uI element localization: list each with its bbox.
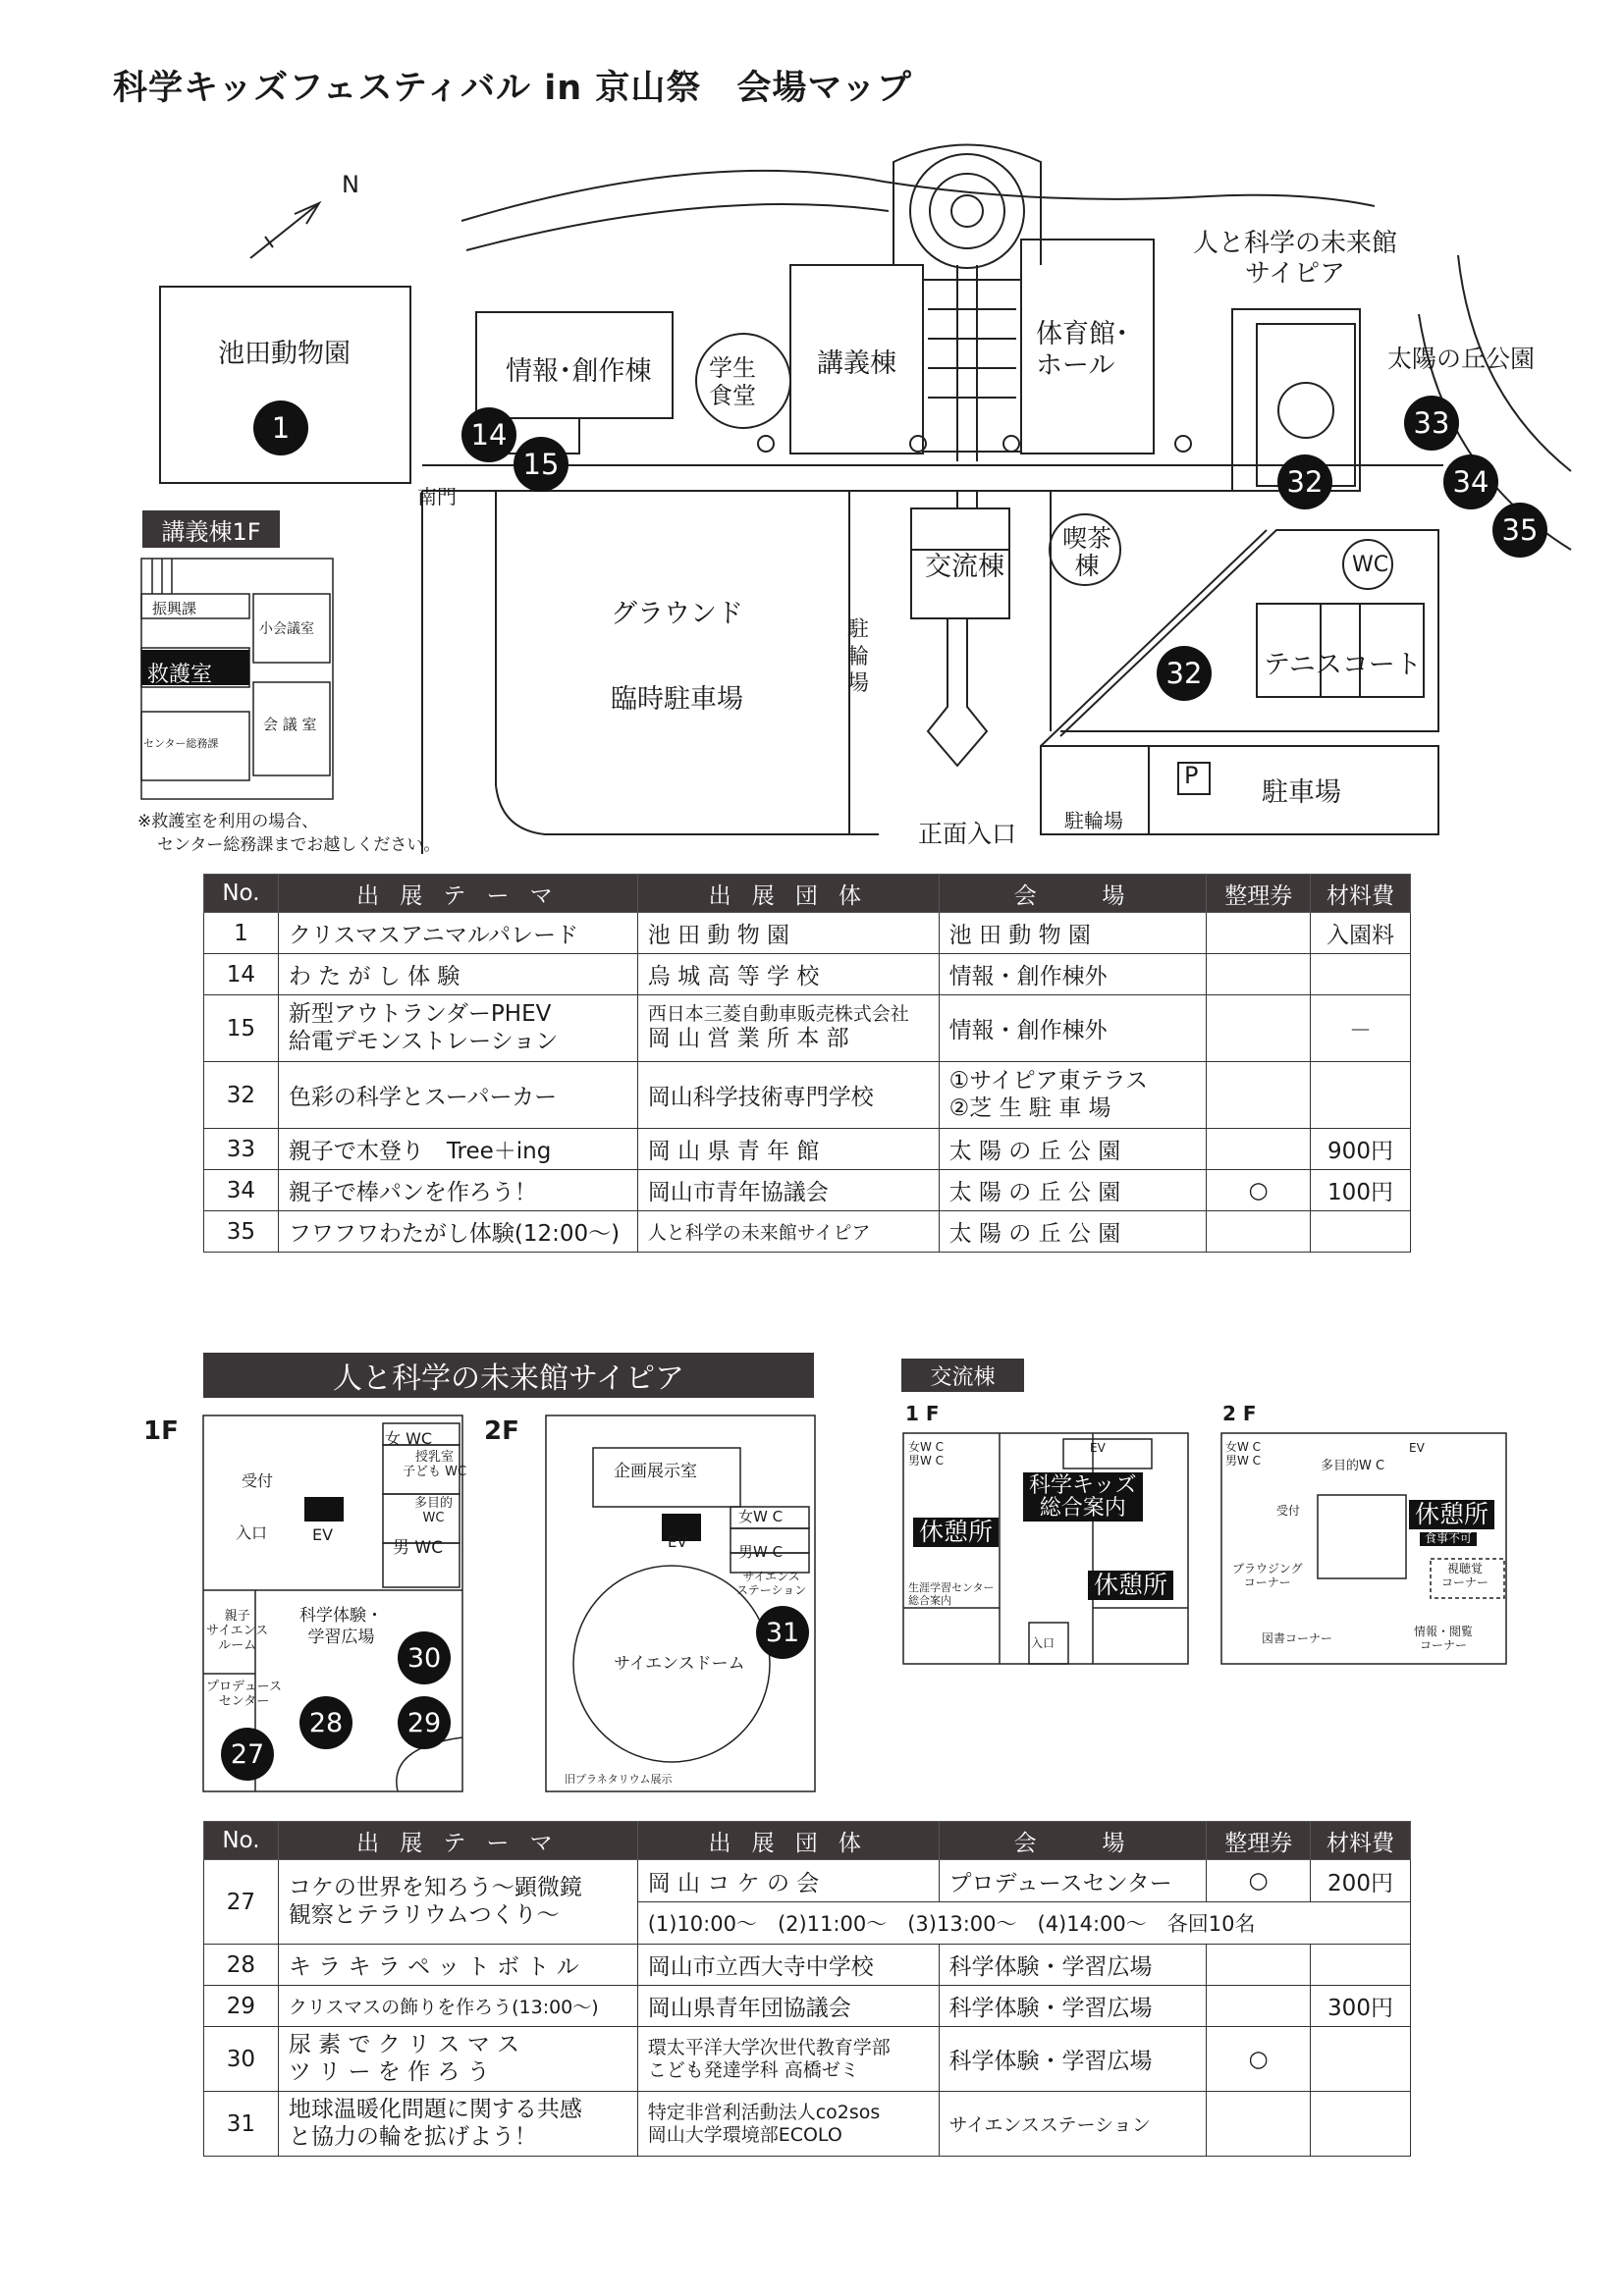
saipia1-men-wc: 男 WC [393,1538,444,1558]
cell-venue: 太 陽 の 丘 公 園 [939,1170,1207,1211]
saipia-badge-28: 28 [299,1696,352,1749]
saipia1-entrance: 入口 [236,1523,268,1542]
table-row [204,1062,1411,1129]
exchange2-library: 図書コーナー [1262,1631,1333,1645]
cell-fee [1311,954,1411,995]
cell-org: 池 田 動 物 園 [637,913,939,954]
exchange1-ev: EV [1090,1441,1106,1455]
temp-parking-label: 臨時駐車場 [611,684,743,715]
parking-label: 駐車場 [1262,777,1341,808]
saipia2-ev: EV [668,1533,687,1551]
exchange1-rest1: 休憩所 [913,1518,999,1547]
saipia1-science: 科学体験・ 学習広場 [299,1606,383,1648]
cell-fee: 入園料 [1311,913,1411,954]
wc-label: WC [1352,553,1389,577]
saipia1-women-wc: 女 WC [385,1429,433,1448]
col-theme: 出 展 テ ー マ [278,875,637,913]
map-badge-32a: 32 [1277,454,1332,509]
table-row [204,1945,1411,1986]
cell-org: 岡山市青年協議会 [637,1170,939,1211]
col-org: 出 展 団 体 [637,1822,939,1860]
map-badge-34: 34 [1443,454,1498,509]
col-venue: 会 場 [939,1822,1207,1860]
cell-theme: クリスマスアニマルパレード [278,913,637,954]
cell-org: 西日本三菱自動車販売株式会社 [647,1003,909,1026]
table-row [204,1860,1411,1902]
table-row [204,1129,1411,1170]
cell-venue-2: ②芝 生 駐 車 場 [948,1095,1111,1121]
cell-theme-2: ツ リ ー を 作 ろ う [288,2058,490,2085]
table-row [204,954,1411,995]
saipia1-multi-wc: 多目的 WC [414,1496,454,1525]
map-badge-15: 15 [514,437,568,492]
col-venue: 会 場 [939,875,1207,913]
cell-no: 33 [204,1129,279,1170]
exchange1-career: 生涯学習センター 総合案内 [908,1581,995,1607]
exchange2-browsing: ブラウジング コーナー [1232,1562,1303,1589]
exchange1-kids-info: 科学キッズ 総合案内 [1023,1472,1143,1522]
ground-label: グラウンド [611,599,743,629]
bike-parking-label: 駐輪場 [1064,809,1123,832]
saipia2-women-wc: 女W C [738,1508,784,1525]
saipia-badge-27: 27 [221,1728,274,1781]
cell-venue: ①サイピア東テラス [948,1067,1148,1094]
cell-theme: 親子で木登り Tree＋ing [278,1129,637,1170]
cell-org: 烏 城 高 等 学 校 [637,954,939,995]
exchange2-rest-note: 食事不可 [1420,1532,1477,1546]
cell-venue: 科学体験・学習広場 [939,1986,1207,2027]
sunhill-label: 太陽の丘公園 [1387,345,1536,373]
cell-theme-2: と協力の輪を拡げよう！ [288,2123,537,2150]
saipia1-ev: EV [312,1525,334,1544]
exchange2-info-corner: 情報・閲覧 コーナー [1414,1625,1474,1652]
main-gate-label: 正面入口 [918,820,1017,848]
cell-ticket [1207,1986,1311,2027]
cell-theme-2: 観察とテラリウムつくり～ [288,1901,560,1928]
cell-ticket [1207,1211,1311,1253]
col-fee: 材料費 [1311,1822,1411,1860]
tennis-label: テニスコート [1264,650,1422,680]
cell-org: 人と科学の未来館サイピア [637,1211,939,1253]
saipia-1f-label: 1F [143,1416,179,1446]
exchange-1f-label: 1 F [905,1402,940,1425]
cell-no: 29 [204,1986,279,2027]
exchange-2f-label: 2 F [1222,1402,1257,1425]
cell-org-2: 岡 山 営 業 所 本 部 [647,1026,849,1052]
cell-venue: 科学体験・学習広場 [939,2027,1207,2092]
room-center: センター総務課 [143,737,219,750]
exchange2-multi: 多目的W C [1321,1459,1385,1473]
cell-no: 35 [204,1211,279,1253]
col-no: No. [204,875,279,913]
exchange1-wc: 女W C 男W C [908,1440,945,1468]
saipia1-parent-room: 親子 サイエンス ルーム [206,1609,269,1653]
saipia-title: 人と科学の未来館サイピア [203,1353,814,1398]
cell-no: 32 [204,1062,279,1129]
cell-no: 14 [204,954,279,995]
saipia2-exhibit: 企画展示室 [614,1462,697,1481]
room-shinko: 振興課 [152,600,197,617]
map-badge-35: 35 [1492,503,1547,558]
map-badge-1: 1 [253,400,308,455]
saipia-label: 人と科学の未来館 サイピア [1193,229,1398,290]
col-org: 出 展 団 体 [637,875,939,913]
cell-org-2: こども発達学科 高橋ゼミ [647,2058,859,2081]
table-row [204,2092,1411,2157]
map-badge-33: 33 [1404,396,1459,451]
cell-ticket [1207,1062,1311,1129]
cell-ticket: ○ [1207,1860,1311,1902]
exchange-floor-title: 交流棟 [901,1359,1024,1392]
cell-ticket [1207,995,1311,1062]
cell-fee: 900円 [1311,1129,1411,1170]
cell-theme: わ た が し 体 験 [278,954,637,995]
lecture1f-title: 講義棟1F [142,510,280,548]
col-ticket: 整理券 [1207,875,1311,913]
map-badge-32b: 32 [1157,646,1212,701]
col-no: No. [204,1822,279,1860]
cell-ticket: ○ [1207,2027,1311,2092]
cell-venue: 太 陽 の 丘 公 園 [939,1129,1207,1170]
cell-fee: 200円 [1311,1860,1411,1902]
saipia1-reception: 受付 [242,1471,274,1490]
cell-fee: 300円 [1311,1986,1411,2027]
saipia1-produce: プロデュース センター [206,1680,282,1709]
cell-ticket [1207,954,1311,995]
saipia2-dome: サイエンスドーム [614,1654,745,1674]
cell-org-2: 岡山大学環境部ECOLO [647,2123,842,2146]
cell-no: 28 [204,1945,279,1986]
saipia-badge-31: 31 [756,1606,809,1659]
cell-fee [1311,2092,1411,2157]
exchange2-av: 視聴覚 コーナー [1441,1562,1489,1589]
table-row [204,1211,1411,1253]
north-arrow-icon [250,203,319,258]
exchange-label: 交流棟 [925,552,1004,582]
exchange2-reception: 受付 [1276,1504,1301,1518]
cell-theme: 地球温暖化問題に関する共感 [288,2096,582,2122]
page-title: 科学キッズフェスティバル in 京山祭 会場マップ [113,69,912,108]
cell-theme: 色彩の科学とスーパーカー [278,1062,637,1129]
cell-ticket [1207,2092,1311,2157]
info-building-label: 情報･創作棟 [506,356,652,387]
cell-fee [1311,1945,1411,1986]
table-row [204,995,1411,1062]
saipia-2f-label: 2F [484,1416,519,1446]
saipia-badge-29: 29 [398,1696,451,1749]
cell-org: 岡 山 県 青 年 館 [637,1129,939,1170]
cell-fee: － [1311,995,1411,1062]
col-theme: 出 展 テ ー マ [278,1822,637,1860]
cell-theme: キ ラ キ ラ ペ ッ ト ボ ト ル [278,1945,637,1986]
cell-venue: 池 田 動 物 園 [939,913,1207,954]
table-row [204,2027,1411,2092]
cell-no: 30 [204,2027,279,2092]
table-row [204,1170,1411,1211]
saipia1-nursing: 授乳室 子ども WC [403,1450,467,1479]
exhibit-table-2 [203,1821,1411,2157]
cell-venue: 情報・創作棟外 [939,954,1207,995]
cell-fee: 100円 [1311,1170,1411,1211]
bike-parking-vertical-label: 駐輪場 [846,617,869,696]
cell-org: 岡山市立西大寺中学校 [637,1945,939,1986]
map-badge-14: 14 [461,407,516,462]
cell-org: 環太平洋大学次世代教育学部 [647,2036,891,2058]
saipia2-planetarium: 旧プラネタリウム展示 [565,1773,673,1786]
cell-ticket [1207,1129,1311,1170]
south-gate-label: 南門 [417,485,457,508]
cell-theme: 新型アウトランダーPHEV [288,1000,552,1027]
cell-org: 岡山科学技術専門学校 [637,1062,939,1129]
cell-org: 岡 山 コ ケ の 会 [637,1860,939,1902]
room-small-meeting: 小会議室 [259,621,314,637]
lecture1f-note-2: センター総務課までお越しください。 [157,835,441,855]
saipia2-men-wc: 男W C [738,1543,784,1561]
cell-theme: コケの世界を知ろう～顕微鏡 [288,1874,582,1900]
saipia2-station: サイエンス ステーション [736,1570,807,1597]
cell-venue: プロデュースセンター [939,1860,1207,1902]
cell-venue: サイエンスステーション [939,2092,1207,2157]
cell-schedule: (1)10:00～ (2)11:00～ (3)13:00～ (4)14:00～ 各回10名 [637,1902,1410,1945]
cell-fee [1311,1211,1411,1253]
cafeteria-label: 学生 食堂 [709,354,756,409]
exchange1-rest2: 休憩所 [1088,1571,1173,1600]
col-ticket: 整理券 [1207,1822,1311,1860]
room-meeting: 会 議 室 [263,716,317,733]
cell-fee [1311,1062,1411,1129]
cell-org: 岡山県青年団協議会 [637,1986,939,2027]
lecture1f-note-1: ※救護室を利用の場合、 [137,812,319,831]
cell-no: 15 [204,995,279,1062]
cell-theme: クリスマスの飾りを作ろう(13:00～) [278,1986,637,2027]
exchange2-ev: EV [1409,1441,1425,1455]
exhibit-table-1 [203,874,1411,1253]
cell-venue: 太 陽 の 丘 公 園 [939,1211,1207,1253]
cell-ticket [1207,913,1311,954]
saipia-badge-30: 30 [398,1631,451,1684]
cell-ticket: ○ [1207,1170,1311,1211]
table-row [204,1986,1411,2027]
north-label: N [342,171,359,198]
cell-no: 34 [204,1170,279,1211]
zoo-label: 池田動物園 [218,339,351,369]
cell-no: 1 [204,913,279,954]
cell-fee [1311,2027,1411,2092]
exchange1-entrance: 入口 [1031,1636,1056,1650]
room-kyugo: 救護室 [147,663,213,687]
teahouse-label: 喫茶 棟 [1062,524,1112,580]
cell-venue: 科学体験・学習広場 [939,1945,1207,1986]
col-fee: 材料費 [1311,875,1411,913]
table-row [204,913,1411,954]
exchange2-wc: 女W C 男W C [1225,1440,1262,1468]
exchange2-rest: 休憩所 [1409,1500,1494,1529]
cell-theme: 尿 素 で ク リ ス マ ス [288,2031,520,2057]
cell-theme: 親子で棒パンを作ろう！ [278,1170,637,1211]
cell-venue: 情報・創作棟外 [939,995,1207,1062]
cell-theme-2: 給電デモンストレーション [288,1028,559,1054]
cell-theme: フワフワわたがし体験(12:00～) [278,1211,637,1253]
lecture-building-label: 講義棟 [817,348,896,379]
cell-ticket [1207,1945,1311,1986]
gym-label: 体育館･ ホール [1036,319,1129,382]
exchange-1f-plan [901,1431,1191,1667]
cell-org: 特定非営利活動法人co2sos [647,2101,881,2123]
parking-p-icon: P [1184,762,1199,789]
cell-no: 31 [204,2092,279,2157]
cell-no: 27 [204,1860,279,1945]
